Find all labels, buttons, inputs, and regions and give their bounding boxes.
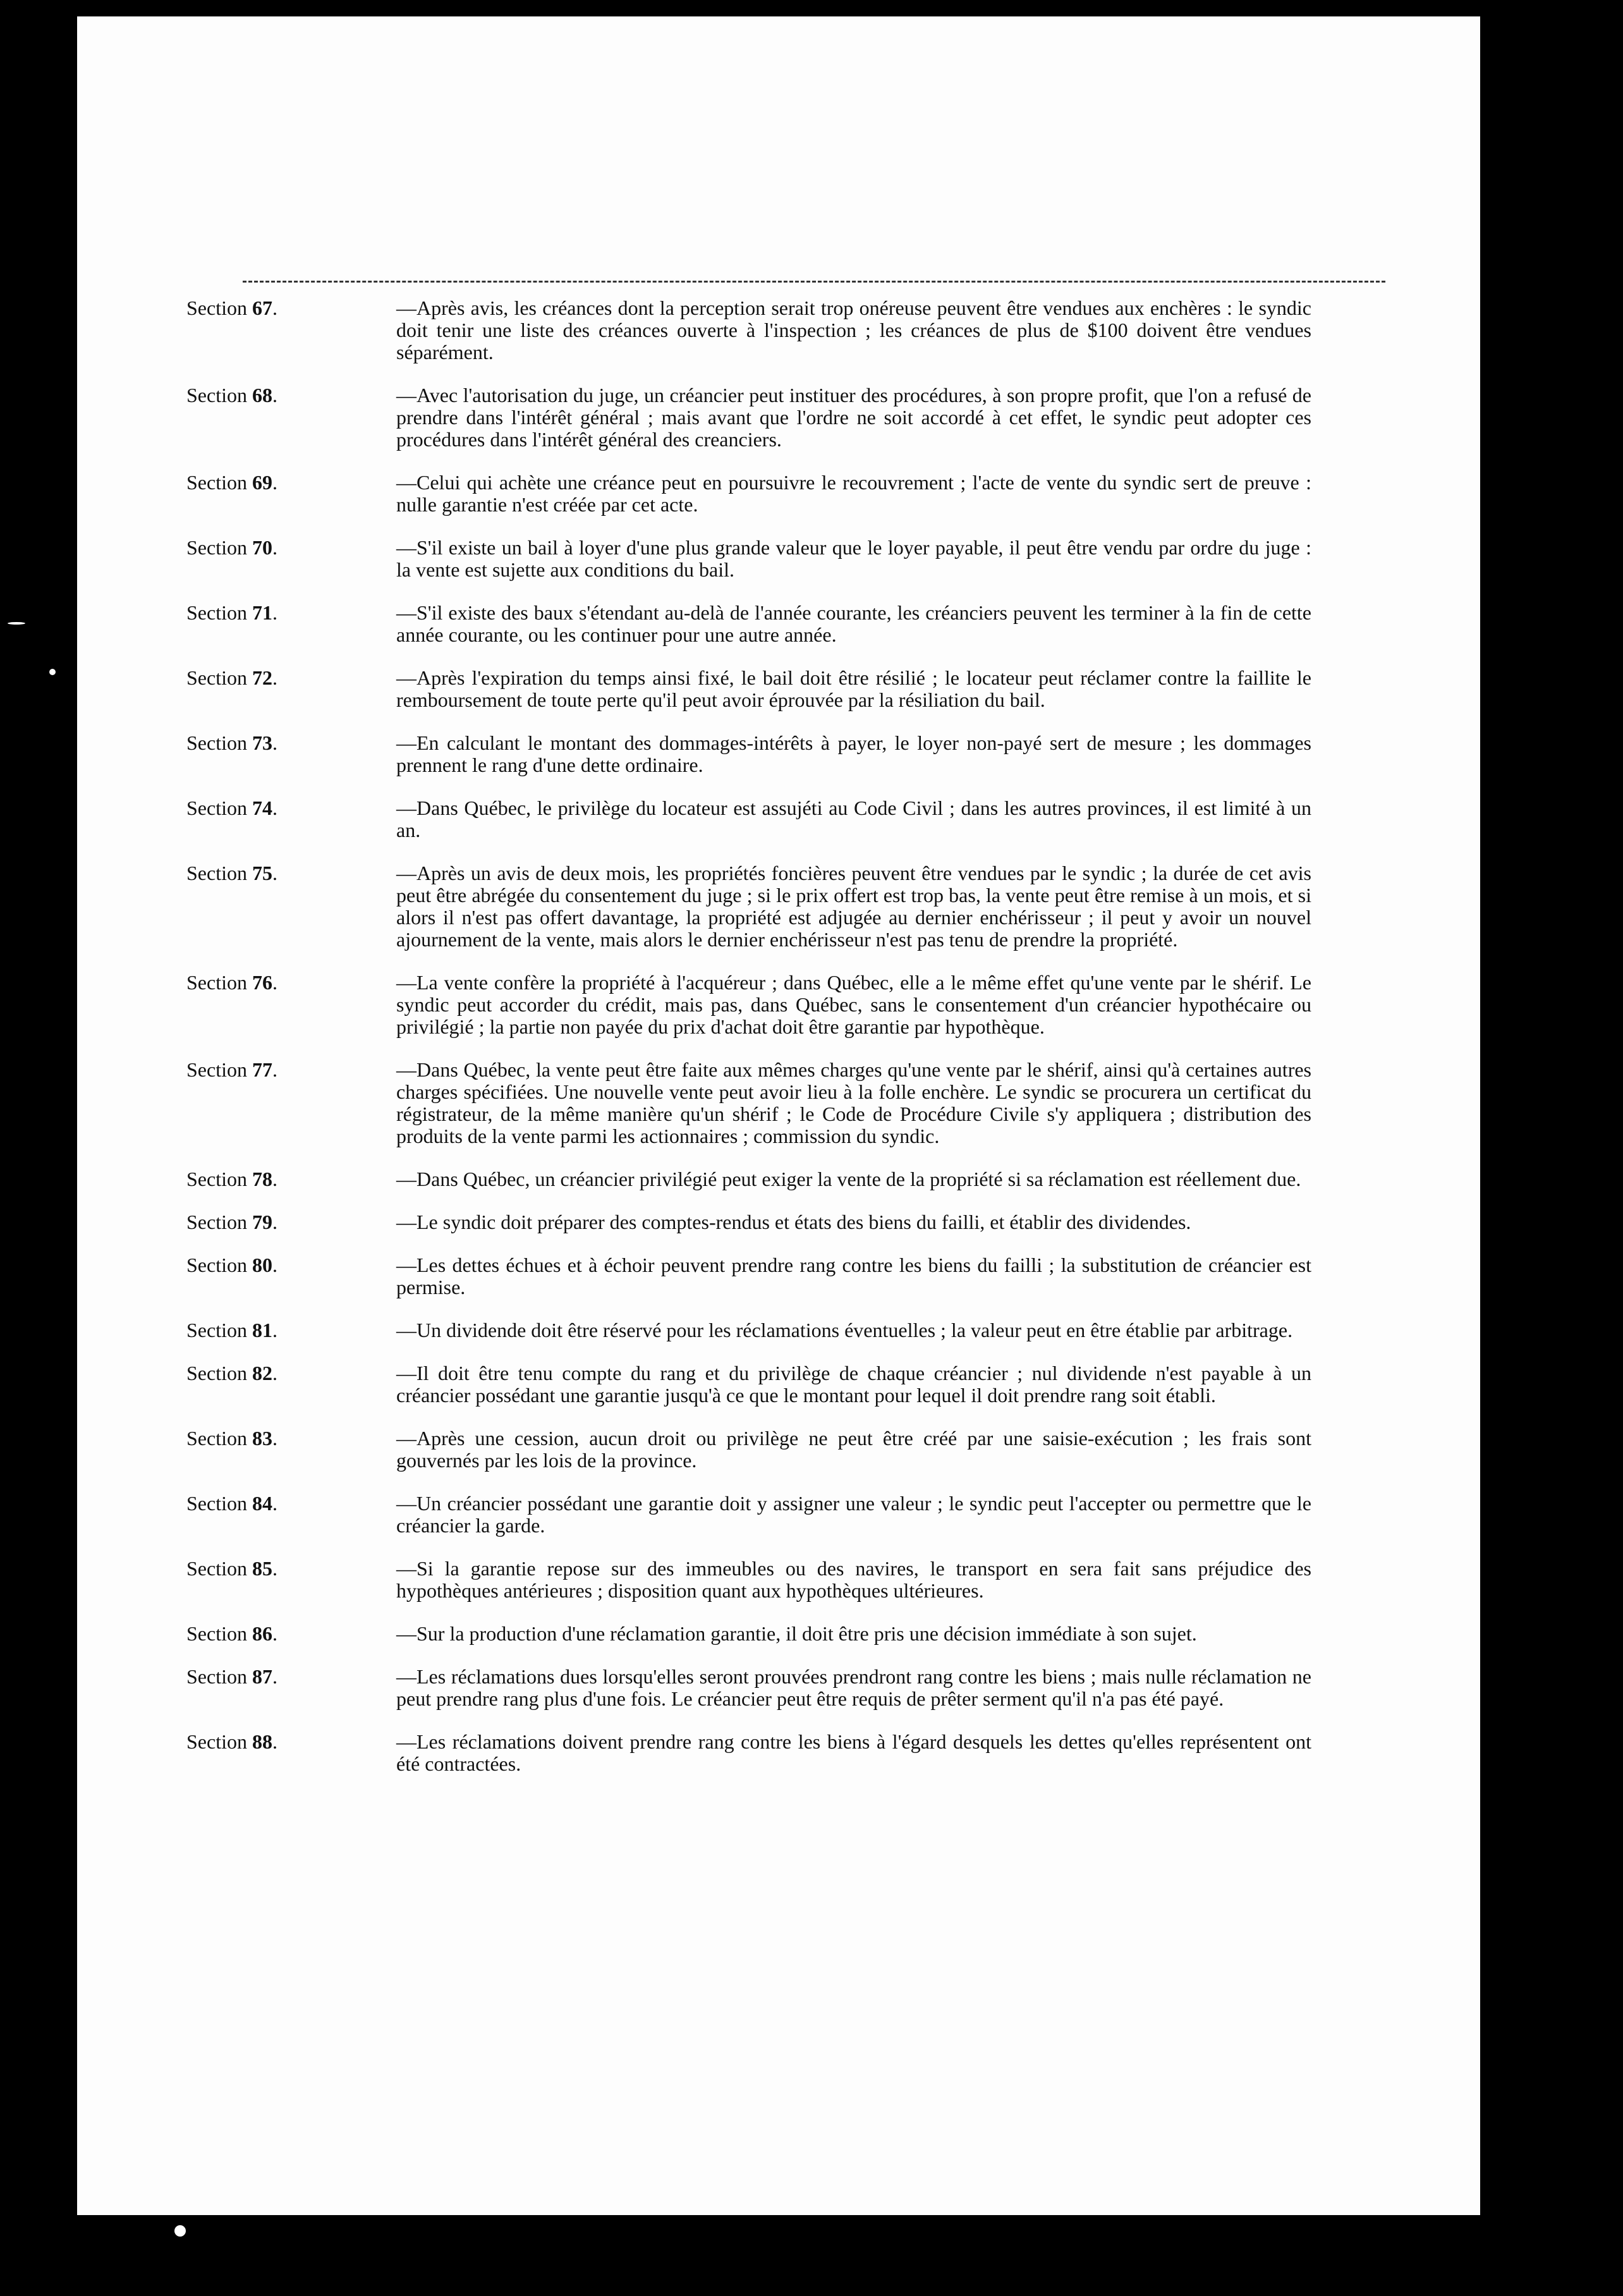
section-label: Section 75.: [186, 862, 277, 884]
section-label: Section 79.: [186, 1211, 277, 1233]
section-number: 71: [252, 601, 272, 624]
section-label: Section 74.: [186, 797, 277, 819]
section-word: Section: [186, 1362, 247, 1384]
section-word: Section: [186, 1058, 247, 1081]
section-number: 73: [252, 731, 272, 754]
section-number: 87: [252, 1665, 272, 1688]
section-79: [186, 1211, 1311, 1233]
section-text: —Après avis, les créances dont la perception serait trop onéreuse peuvent être vendues aux enchères : le syndic doit tenir une liste des créances ouverte à l'inspection ; les créances de plus de $100 doivent être vendues séparément.: [396, 296, 1311, 363]
section-number: 69: [252, 471, 272, 494]
section-text: —S'il existe un bail à loyer d'une plus grande valeur que le loyer payable, il peut être vendu par ordre du juge : la vente est sujette aux conditions du bail.: [396, 536, 1311, 581]
section-78: [186, 1168, 1311, 1190]
section-text: —Les dettes échues et à échoir peuvent prendre rang contre les biens du failli ; la substitution de créancier est permise.: [396, 1254, 1311, 1298]
section-label: Section 76.: [186, 971, 277, 994]
section-word: Section: [186, 666, 247, 689]
section-number: 72: [252, 666, 272, 689]
section-word: Section: [186, 971, 247, 994]
section-word: Section: [186, 471, 247, 494]
header-rule: [243, 281, 1385, 283]
sections-list: [186, 297, 1311, 1796]
section-word: Section: [186, 731, 247, 754]
section-76: [186, 972, 1311, 1038]
section-label: Section 86.: [186, 1622, 277, 1645]
section-number: 75: [252, 862, 272, 884]
section-number: 82: [252, 1362, 272, 1384]
section-number: 83: [252, 1427, 272, 1450]
section-number: 70: [252, 536, 272, 559]
section-text: —Un dividende doit être réservé pour les réclamations éventuelles ; la valeur peut en être établie par arbitrage.: [396, 1319, 1293, 1341]
section-text: —Dans Québec, un créancier privilégié peut exiger la vente de la propriété si sa réclamation est réellement due.: [396, 1168, 1301, 1190]
section-81: [186, 1319, 1311, 1341]
section-text: —Après l'expiration du temps ainsi fixé, le bail doit être résilié ; le locateur peut réclamer contre la faillite le remboursement de toute perte qu'il peut avoir éprouvée par la résiliation du bail.: [396, 666, 1311, 711]
section-text: —Il doit être tenu compte du rang et du privilège de chaque créancier ; nul dividende n'est payable à un créancier possédant une garantie jusqu'à ce que le montant pour lequel il doit prendre rang soit établi.: [396, 1362, 1311, 1407]
section-number: 84: [252, 1492, 272, 1515]
section-word: Section: [186, 1427, 247, 1450]
section-text: —Les réclamations dues lorsqu'elles seront prouvées prendront rang contre les biens ; mais nulle réclamation ne peut prendre rang plus d'une fois. Le créancier peut être requis de prêter serment qu'il n'a pas été payé.: [396, 1665, 1311, 1710]
section-text: —La vente confère la propriété à l'acquéreur ; dans Québec, elle a le même effet qu'une vente par le shérif. Le syndic peut accorder du crédit, mais pas, dans Québec, sans le consentement d'un créancier hypothécaire ou privilégié ; la partie non payée du prix d'achat doit être garantie par hypothèque.: [396, 971, 1311, 1038]
section-text: —En calculant le montant des dommages-intérêts à payer, le loyer non-payé sert de mesure ; les dommages prennent le rang d'une dette ordinaire.: [396, 731, 1311, 776]
section-text: —Celui qui achète une créance peut en poursuivre le recouvrement ; l'acte de vente du syndic sert de preuve : nulle garantie n'est créée par cet acte.: [396, 471, 1311, 516]
section-number: 79: [252, 1211, 272, 1233]
scan-speck: [174, 2225, 186, 2237]
section-67: [186, 297, 1311, 363]
section-text: —Dans Québec, le privilège du locateur est assujéti au Code Civil ; dans les autres provinces, il est limité à un an.: [396, 797, 1311, 841]
section-word: Section: [186, 797, 247, 819]
section-84: [186, 1493, 1311, 1537]
section-word: Section: [186, 1665, 247, 1688]
section-86: [186, 1623, 1311, 1645]
section-word: Section: [186, 296, 247, 319]
section-word: Section: [186, 1492, 247, 1515]
section-text: —Un créancier possédant une garantie doit y assigner une valeur ; le syndic peut l'accepter ou permettre que le créancier la garde.: [396, 1492, 1311, 1537]
section-label: Section 88.: [186, 1730, 277, 1753]
section-word: Section: [186, 1168, 247, 1190]
section-text: —Après un avis de deux mois, les propriétés foncières peuvent être vendues par le syndic ; la durée de cet avis peut être abrégée du consentement du juge ; si le prix offert est trop bas, la vente peut être remise à un mois, et si alors il n'est pas offert davantage, la propriété est adjugée au dernier enchérisseur ; il peut y avoir un nouvel ajournement de la vente, mais alors le dernier enchérisseur n'est pas tenu de prendre la propriété.: [396, 862, 1311, 951]
section-text: —Si la garantie repose sur des immeubles ou des navires, le transport en sera fait sans préjudice des hypothèques antérieures ; disposition quant aux hypothèques ultérieures.: [396, 1557, 1311, 1602]
section-85: [186, 1558, 1311, 1602]
section-number: 68: [252, 384, 272, 406]
section-label: Section 77.: [186, 1058, 277, 1081]
section-number: 88: [252, 1730, 272, 1753]
section-label: Section 85.: [186, 1557, 277, 1580]
section-70: [186, 537, 1311, 581]
section-label: Section 84.: [186, 1492, 277, 1515]
section-82: [186, 1362, 1311, 1407]
section-number: 85: [252, 1557, 272, 1580]
section-number: 67: [252, 296, 272, 319]
section-label: Section 68.: [186, 384, 277, 406]
section-label: Section 83.: [186, 1427, 277, 1450]
section-label: Section 72.: [186, 666, 277, 689]
section-word: Section: [186, 1254, 247, 1276]
section-77: [186, 1059, 1311, 1147]
section-word: Section: [186, 862, 247, 884]
section-word: Section: [186, 1211, 247, 1233]
section-73: [186, 732, 1311, 776]
section-label: Section 87.: [186, 1665, 277, 1688]
section-word: Section: [186, 1319, 247, 1341]
section-75: [186, 862, 1311, 951]
section-number: 86: [252, 1622, 272, 1645]
section-word: Section: [186, 384, 247, 406]
section-text: —Dans Québec, la vente peut être faite aux mêmes charges qu'une vente par le shérif, ainsi qu'à certaines autres charges spécifiées. Une nouvelle vente peut avoir lieu à la folle enchère. Le syndic se procurera un certificat du régistrateur, de la même manière qu'un shérif ; le Code de Procédure Civile s'y appliquera ; distribution des produits de la vente parmi les actionnaires ; commission du syndic.: [396, 1058, 1311, 1147]
section-number: 78: [252, 1168, 272, 1190]
section-74: [186, 797, 1311, 841]
section-88: [186, 1731, 1311, 1775]
section-text: —Avec l'autorisation du juge, un créancier peut instituer des procédures, à son propre profit, que l'on a refusé de prendre dans l'intérêt général ; mais avant que l'ordre ne soit accordé à cet effet, le syndic peut adopter ces procédures dans l'intérêt général des creanciers.: [396, 384, 1311, 451]
section-word: Section: [186, 601, 247, 624]
section-word: Section: [186, 1622, 247, 1645]
section-label: Section 70.: [186, 536, 277, 559]
section-text: —S'il existe des baux s'étendant au-delà de l'année courante, les créanciers peuvent les terminer à la fin de cette année courante, ou les continuer pour une autre année.: [396, 601, 1311, 646]
section-83: [186, 1427, 1311, 1472]
section-text: —Après une cession, aucun droit ou privilège ne peut être créé par une saisie-exécution ; les frais sont gouvernés par les lois de la province.: [396, 1427, 1311, 1472]
section-label: Section 81.: [186, 1319, 277, 1341]
section-number: 74: [252, 797, 272, 819]
section-68: [186, 384, 1311, 451]
section-word: Section: [186, 536, 247, 559]
section-label: Section 73.: [186, 731, 277, 754]
section-71: [186, 602, 1311, 646]
section-word: Section: [186, 1730, 247, 1753]
section-label: Section 67.: [186, 296, 277, 319]
section-label: Section 82.: [186, 1362, 277, 1384]
section-word: Section: [186, 1557, 247, 1580]
section-number: 77: [252, 1058, 272, 1081]
section-69: [186, 472, 1311, 516]
section-label: Section 80.: [186, 1254, 277, 1276]
section-number: 76: [252, 971, 272, 994]
section-text: —Le syndic doit préparer des comptes-rendus et états des biens du failli, et établir des dividendes.: [396, 1211, 1191, 1233]
scan-speck: [49, 669, 56, 675]
section-text: —Sur la production d'une réclamation garantie, il doit être pris une décision immédiate à son sujet.: [396, 1622, 1197, 1645]
section-text: —Les réclamations doivent prendre rang contre les biens à l'égard desquels les dettes qu'elles représentent ont été contractées.: [396, 1730, 1311, 1775]
section-87: [186, 1666, 1311, 1710]
section-80: [186, 1254, 1311, 1298]
section-label: Section 78.: [186, 1168, 277, 1190]
section-number: 80: [252, 1254, 272, 1276]
section-label: Section 69.: [186, 471, 277, 494]
scan-speck: [8, 622, 25, 625]
section-number: 81: [252, 1319, 272, 1341]
section-label: Section 71.: [186, 601, 277, 624]
section-72: [186, 667, 1311, 711]
